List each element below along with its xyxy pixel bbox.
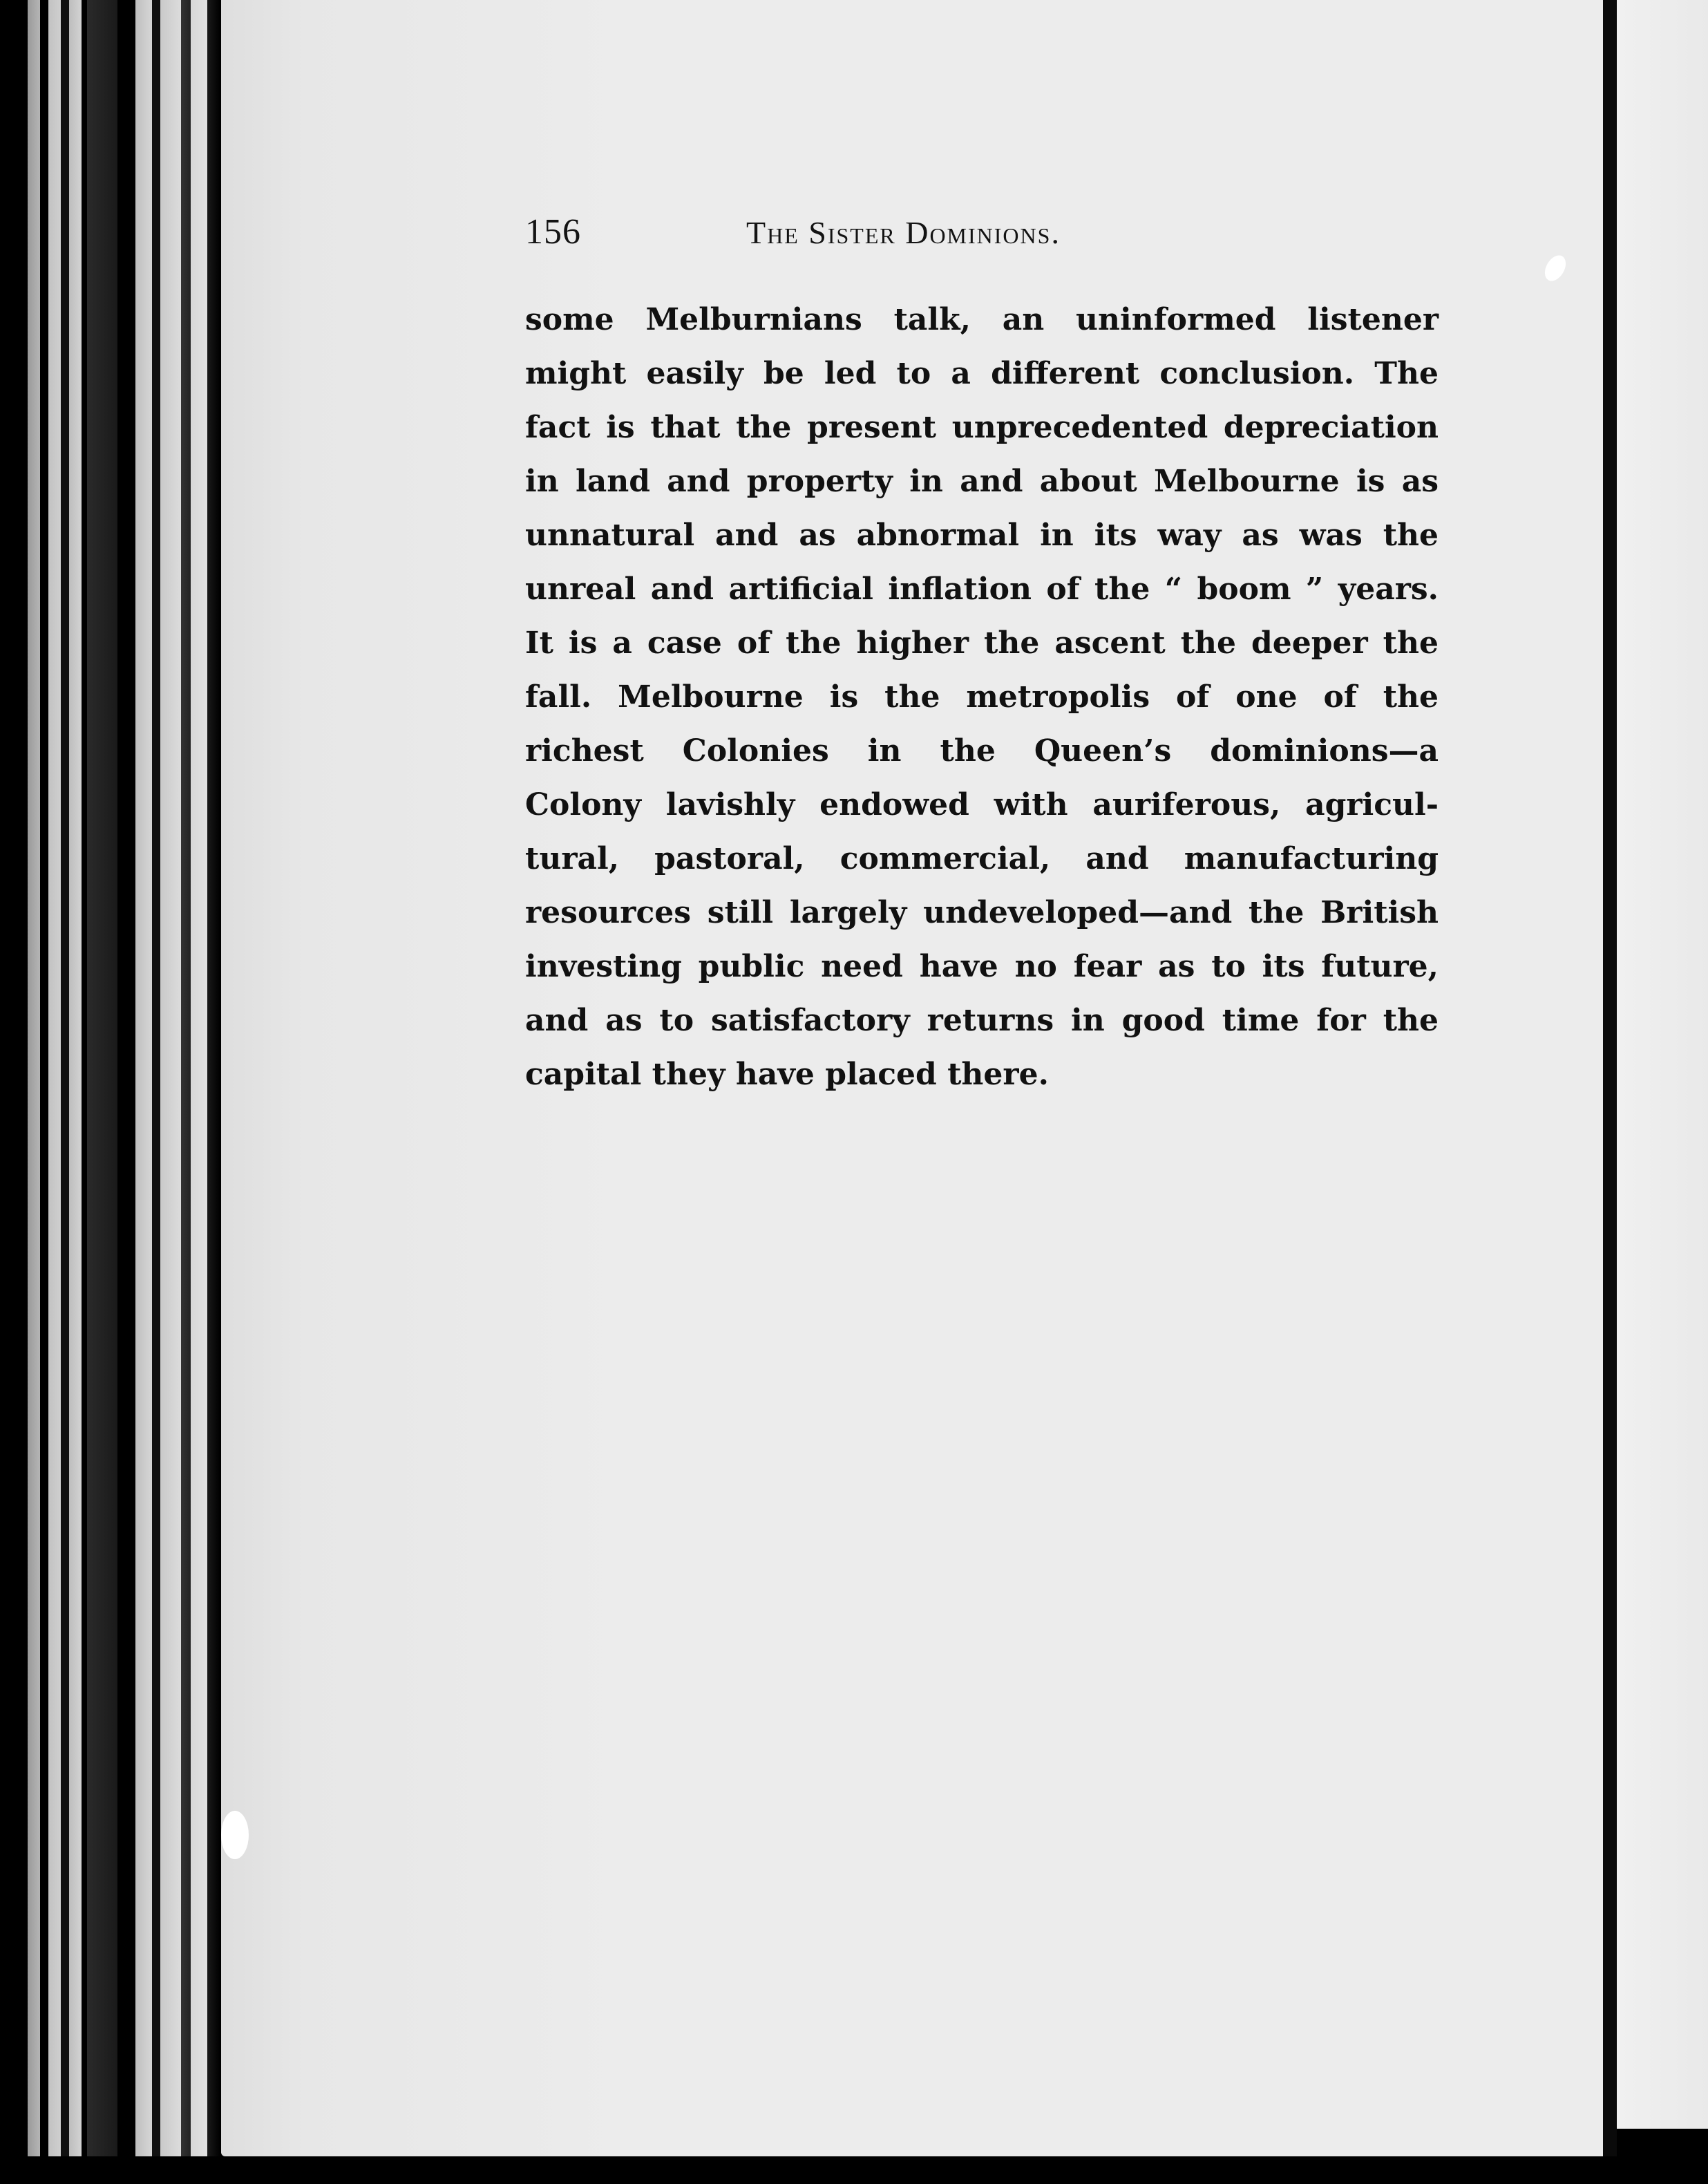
stacked-page-edges [0,0,228,2184]
text-line: unreal and artificial inflation of the “ boom ” years. [525,572,1439,607]
text-line: tural, pastoral, commercial, and manufacturing [525,841,1439,876]
text-line: might easily be led to a different conclusion. The [525,356,1439,391]
running-head [525,211,1230,253]
body-paragraph [525,293,1439,1102]
text-line: It is a case of the higher the ascent the deeper the [525,625,1439,661]
text-line: and as to satisfactory returns in good time for the [525,1003,1439,1038]
text-line: fact is that the present unprecedented depreciation [525,410,1439,445]
text-line: richest Colonies in the Queen’s dominions—a [525,733,1439,769]
text-line: resources still largely undeveloped—and the British [525,895,1439,930]
running-title: The Sister Dominions. [746,215,1061,250]
facing-page-edge [1617,0,1708,2129]
text-line: in land and property in and about Melbourne is as [525,464,1439,499]
text-line: investing public need have no fear as to its future, [525,949,1439,984]
page-number: 156 [525,212,581,252]
text-line: unnatural and as abnormal in its way as was the [525,518,1439,553]
text-line: capital they have placed there. [525,1057,1049,1092]
text-line: fall. Melbourne is the metropolis of one of the [525,679,1439,715]
scan-speck [221,1811,249,1859]
book-gutter [1603,0,1617,2156]
text-line: some Melburnians talk, an uninformed listener [525,302,1439,337]
scan-border [0,2156,1708,2184]
text-line: Colony lavishly endowed with auriferous, agricul- [525,787,1439,822]
